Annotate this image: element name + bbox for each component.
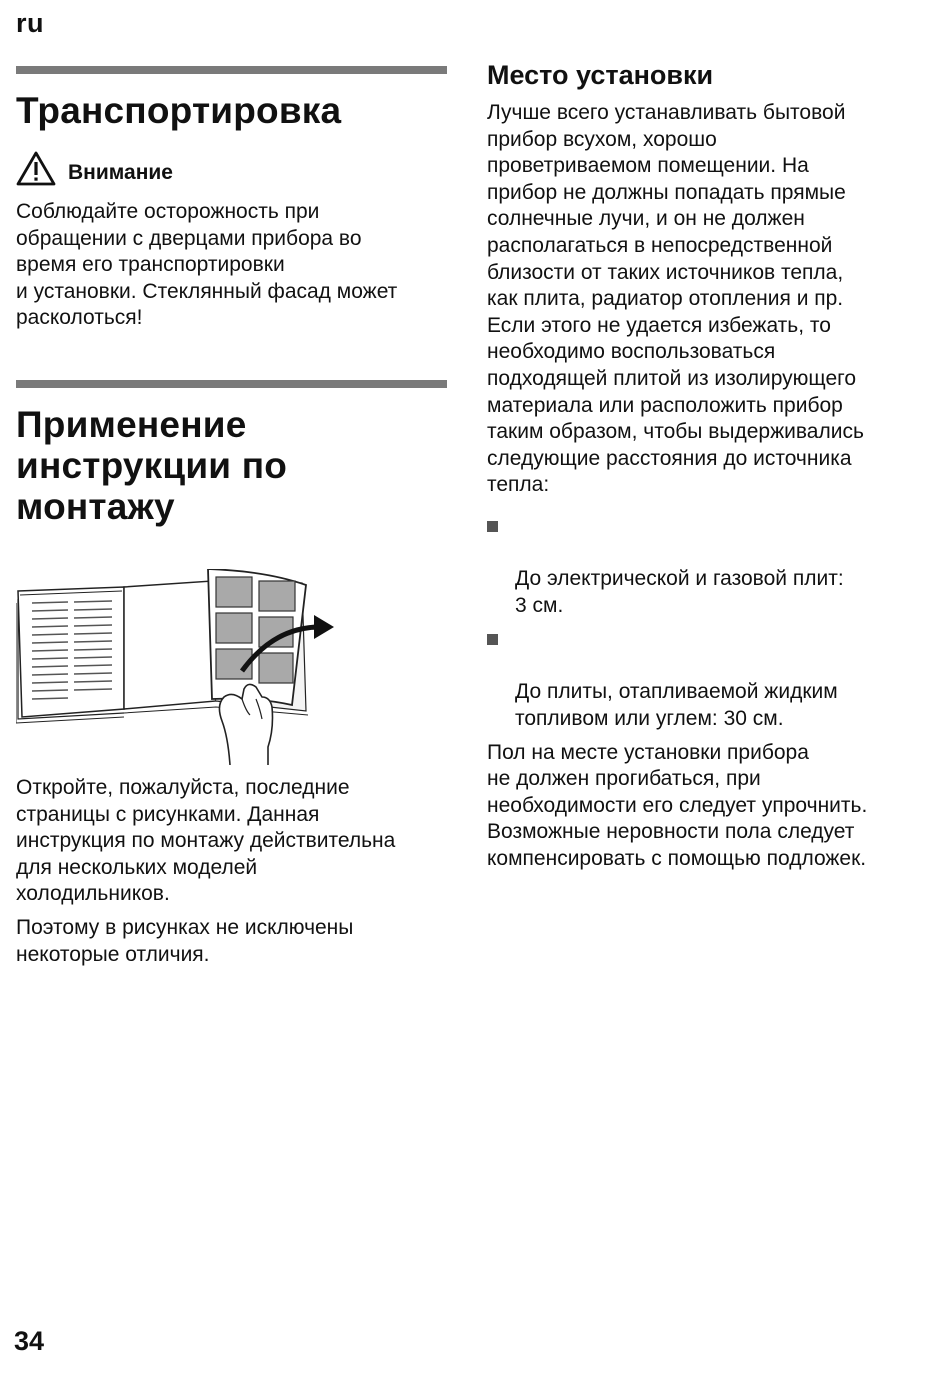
left-column: [16, 66, 447, 968]
list-item: [487, 513, 927, 619]
list-item: [487, 626, 927, 732]
page-number: 34: [14, 1326, 45, 1356]
location-text-2: Пол на месте установки прибора не должен прогибаться, при необходимости его следует упрочнить. Возможные неровности пола следует компенсировать с помощью подложек.: [487, 740, 868, 871]
right-column: [487, 58, 927, 873]
list-item-text: До плиты, отапливаемой жидким топливом или углем: 30 см.: [515, 680, 838, 731]
location-heading: Место установки: [487, 60, 714, 90]
section-divider: [16, 380, 447, 388]
square-bullet-icon: [487, 634, 498, 645]
distance-list: [487, 513, 927, 733]
section-divider: [16, 66, 447, 74]
warning-triangle-icon: [16, 151, 56, 187]
transport-text: Соблюдайте осторожность при обращении с дверцами прибора во время его транспортировки и установки. Стеклянный фасад может расколоться!: [16, 200, 398, 330]
instructions-heading: Применение инструкции по монтажу: [16, 403, 288, 527]
warning-label: Внимание: [68, 161, 173, 184]
language-code: ru: [16, 8, 44, 38]
booklet-illustration: [16, 569, 356, 769]
square-bullet-icon: [487, 521, 498, 532]
list-item-text: До электрической и газовой плит: 3 см.: [515, 567, 844, 617]
location-text-1: Лучше всего устанавливать бытовой прибор всухом, хорошо проветриваемом помещении. На прибор не должны попадать прямые солнечные лучи, и он не должен располагаться в непосредственной близости от таких источников тепла, как плита, радиатор отопления и пр. Если этого не удается избежать, то необходимо воспользоваться подходящей плитой из изолирующего материала или расположить прибор таким образом, чтобы выдерживались следующие расстояния до источника тепла:: [487, 101, 864, 497]
instructions-text-1: Откройте, пожалуйста, последние страницы с рисунками. Данная инструкция по монтажу действительна для нескольких моделей холодильников.: [16, 775, 396, 906]
transport-heading: Транспортировка: [16, 90, 342, 131]
warning-row: [16, 151, 447, 187]
instructions-text-2: Поэтому в рисунках не исключены некоторые отличия.: [16, 915, 354, 966]
